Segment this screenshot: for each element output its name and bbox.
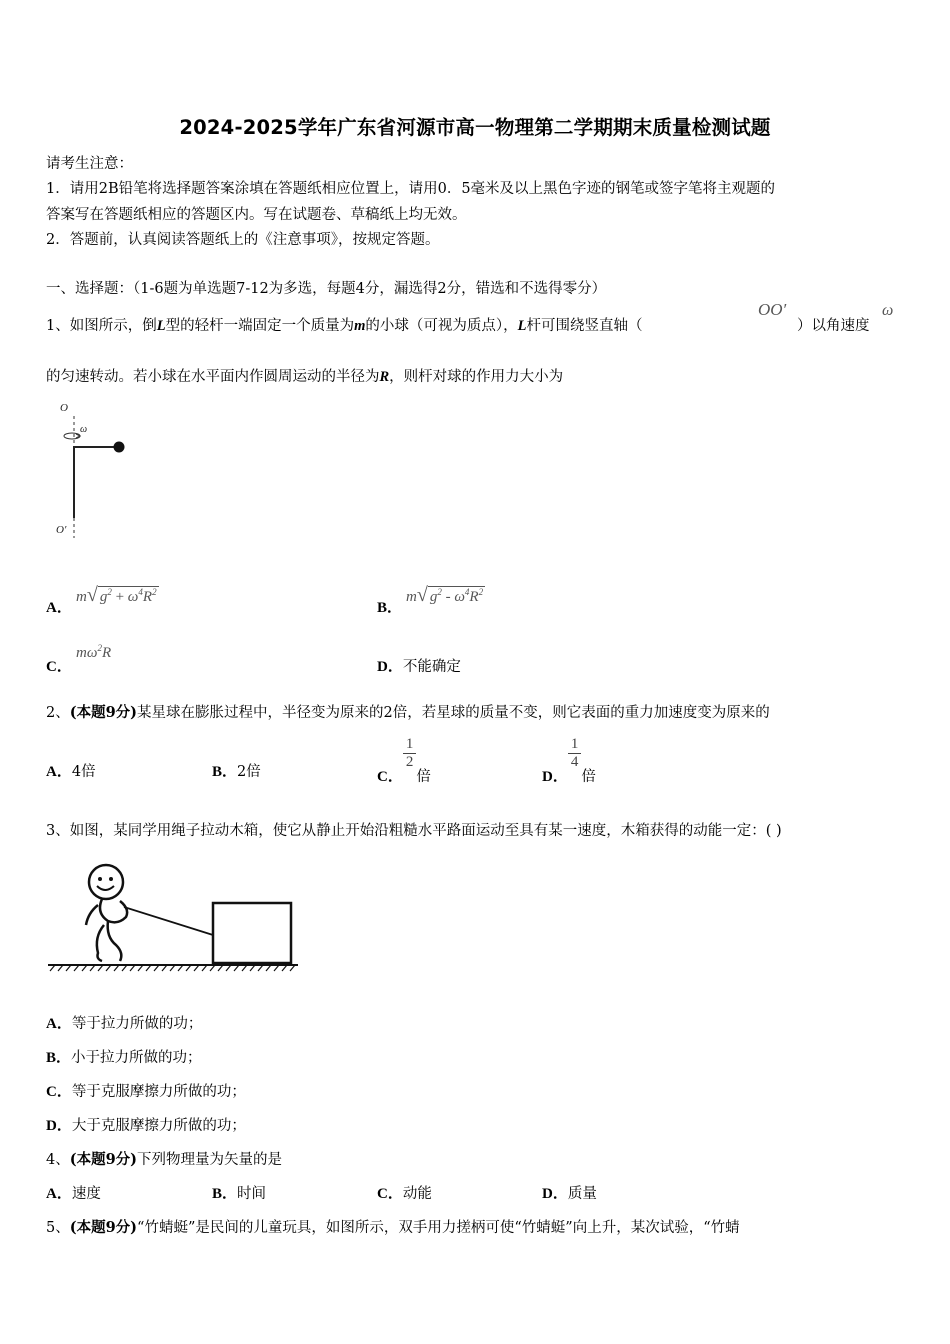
option-4d[interactable]: D．质量 <box>542 1186 597 1202</box>
option-1c-formula: $m\omega^2R$ <box>76 643 112 661</box>
label-omega: ω <box>80 424 88 435</box>
option-4b[interactable]: B．时间 <box>212 1186 267 1202</box>
question-number: 1、 <box>46 318 70 334</box>
notice-line-2: 答案写在答题纸相应的答题区内。写在试题卷、草稿纸上均无效。 <box>46 207 467 223</box>
question-5-text: 5、(本题9分)“竹蜻蜓”是民间的儿童玩具，如图所示，双手用力搓柄可使“竹蜻蜓”向上升，某次试验，“竹蜻 <box>46 1219 740 1236</box>
question-4-text: 4、(本题9分)下列物理量为矢量的是 <box>46 1151 283 1168</box>
option-2a[interactable]: A．4倍 <box>46 764 96 780</box>
option-1b-formula: m√ $g^2 - \omega^4R^2$ <box>406 584 484 606</box>
option-2b[interactable]: B．2倍 <box>212 764 261 780</box>
option-1d[interactable]: D．不能确定 <box>377 659 461 675</box>
question-3-text: 3、如图，某同学用绳子拉动木箱，使它从静止开始沿粗糙水平路面运动至具有某一速度，木箱获得的动能一定：( ) <box>46 823 782 839</box>
question-1-text: 1、如图所示，倒L型的轻杆一端固定一个质量为m的小球（可视为质点），L杆可围绕竖直轴（ <box>46 318 643 334</box>
option-4a[interactable]: A．速度 <box>46 1186 101 1202</box>
fraction-quarter: $\frac{1}{4}$ <box>568 736 582 770</box>
label-o-bottom: O′ <box>56 524 67 536</box>
option-1a[interactable]: A． <box>46 600 72 616</box>
fraction-half: $\frac{1}{2}$ <box>403 736 417 770</box>
option-4c[interactable]: C．动能 <box>377 1186 432 1202</box>
section-heading: 一、选择题：（1-6题为单选题7-12为多选，每题4分，漏选得2分，错选和不选得零分） <box>46 281 607 297</box>
option-3d[interactable]: D．大于克服摩擦力所做的功； <box>46 1118 246 1134</box>
option-1c[interactable]: C． <box>46 659 72 675</box>
question-1-text-line2: 的匀速转动。若小球在水平面内作圆周运动的半径为R，则杆对球的作用力大小为 <box>46 369 564 385</box>
notice-heading: 请考生注意： <box>46 156 133 172</box>
omega-symbol: ω <box>882 302 894 319</box>
axis-symbol: OO′ <box>758 300 787 319</box>
notice-line-1: 1．请用2B铅笔将选择题答案涂填在答题纸相应位置上，请用0．5毫米及以上黑色字迹的钢笔或签字笔将主观题的 <box>46 181 776 197</box>
option-1b[interactable]: B． <box>377 600 403 616</box>
option-3a[interactable]: A．等于拉力所做的功； <box>46 1016 203 1032</box>
question-2-text: 2、(本题9分)某星球在膨胀过程中，半径变为原来的2倍，若星球的质量不变，则它表面的重力加速度变为原来的 <box>46 704 770 721</box>
figure-person-pulling-box <box>46 855 306 975</box>
option-2d[interactable]: D． $\frac{1}{4}$ 倍 <box>542 736 596 785</box>
label-o-top: O <box>60 402 68 414</box>
option-3b[interactable]: B．小于拉力所做的功； <box>46 1050 202 1066</box>
option-3c[interactable]: C．等于克服摩擦力所做的功； <box>46 1084 246 1100</box>
page-title: 2024-2025学年广东省河源市高一物理第二学期期末质量检测试题 <box>179 116 771 139</box>
notice-line-3: 2．答题前，认真阅读答题纸上的《注意事项》，按规定答题。 <box>46 232 440 248</box>
option-2c[interactable]: C． $\frac{1}{2}$ 倍 <box>377 736 431 785</box>
question-1-text-cont: ）以角速度 <box>797 318 870 334</box>
option-1a-formula: m√ $g^2 + \omega^4R^2$ <box>76 584 157 606</box>
